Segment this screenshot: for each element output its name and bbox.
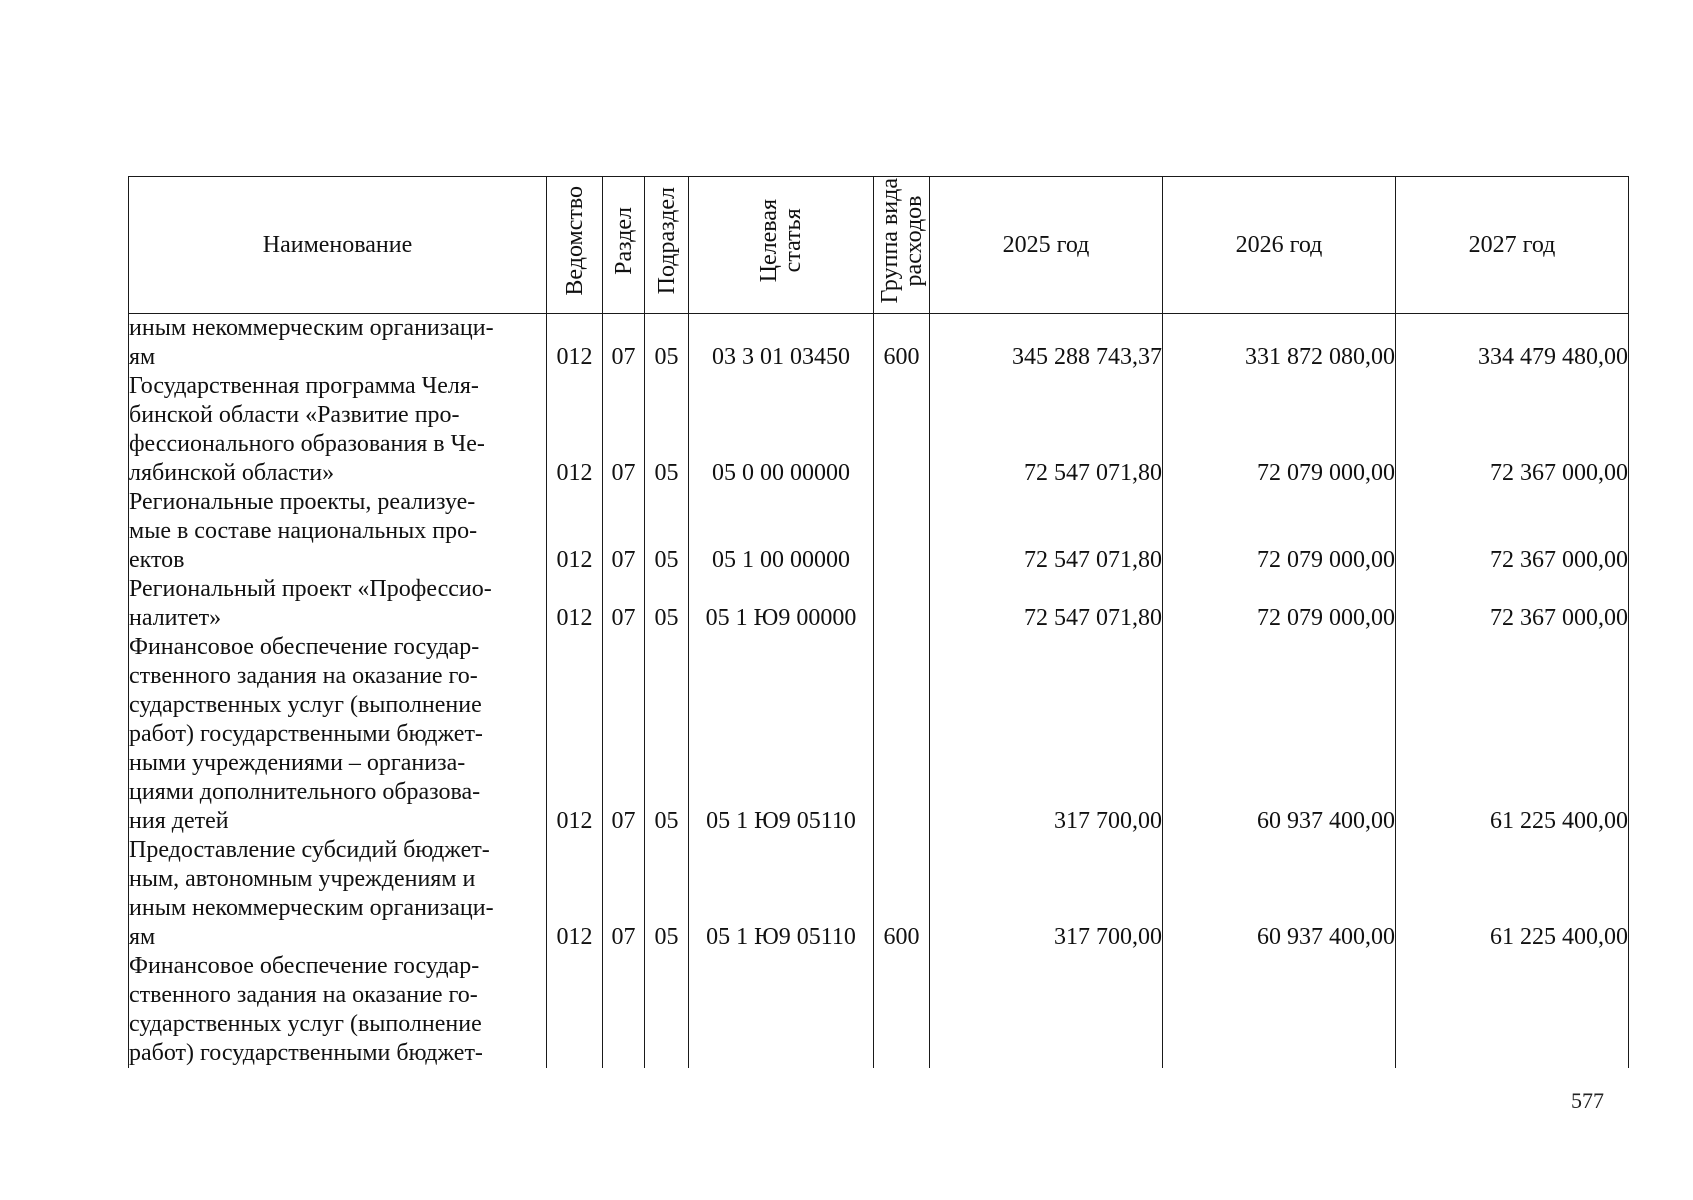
row-target-article: 05 1 Ю9 05110 (689, 633, 874, 836)
row-amount-2027: 72 367 000,00 (1396, 488, 1629, 575)
header-target-line2: статья (780, 209, 806, 273)
row-department: 012 (547, 836, 603, 952)
row-amount-2025: 72 547 071,80 (930, 372, 1163, 488)
row-subsection: 05 (645, 575, 689, 633)
row-amount-2026: 60 937 400,00 (1163, 633, 1396, 836)
row-name: Финансовое обеспечение государ- ственного задания на оказание го- сударственных услуг (выполнение работ) государственными бюджет- ными учреждениями – организа- циями дополнительного образова- ния детей (129, 633, 547, 836)
header-name: Наименование (129, 177, 547, 314)
table-row (129, 314, 1629, 373)
table-row (129, 575, 1629, 633)
budget-table (128, 176, 1629, 1068)
row-expense-group (874, 952, 930, 1068)
table-row (129, 488, 1629, 575)
header-target-article (689, 177, 874, 314)
row-department (547, 952, 603, 1068)
row-expense-group: 600 (874, 836, 930, 952)
row-expense-group: 600 (874, 314, 930, 373)
table-row-continued (129, 952, 1629, 1068)
row-amount-2027: 61 225 400,00 (1396, 836, 1629, 952)
row-subsection: 05 (645, 372, 689, 488)
row-target-article: 05 1 Ю9 00000 (689, 575, 874, 633)
page-number: 577 (1571, 1088, 1604, 1113)
row-amount-2025: 72 547 071,80 (930, 488, 1163, 575)
row-amount-2026 (1163, 952, 1396, 1068)
row-department: 012 (547, 488, 603, 575)
row-target-article: 03 3 01 03450 (689, 314, 874, 373)
row-amount-2025 (930, 952, 1163, 1068)
row-subsection (645, 952, 689, 1068)
header-department: Ведомство (547, 177, 603, 314)
row-subsection: 05 (645, 314, 689, 373)
row-expense-group (874, 372, 930, 488)
row-amount-2025: 345 288 743,37 (930, 314, 1163, 373)
row-subsection: 05 (645, 488, 689, 575)
row-amount-2027: 72 367 000,00 (1396, 372, 1629, 488)
row-amount-2026: 72 079 000,00 (1163, 575, 1396, 633)
row-target-article (689, 952, 874, 1068)
row-section: 07 (603, 575, 645, 633)
row-section: 07 (603, 372, 645, 488)
header-expense-line1: Группа вида (876, 178, 903, 304)
table-row (129, 372, 1629, 488)
row-target-article: 05 1 00 00000 (689, 488, 874, 575)
row-amount-2026: 60 937 400,00 (1163, 836, 1396, 952)
header-year-2026: 2026 год (1163, 177, 1396, 314)
header-expense-line2: расходов (900, 195, 927, 287)
row-amount-2026: 72 079 000,00 (1163, 488, 1396, 575)
row-amount-2027: 61 225 400,00 (1396, 633, 1629, 836)
row-amount-2027 (1396, 952, 1629, 1068)
row-amount-2025: 317 700,00 (930, 836, 1163, 952)
header-year-2025: 2025 год (930, 177, 1163, 314)
row-department: 012 (547, 372, 603, 488)
row-expense-group (874, 488, 930, 575)
row-section: 07 (603, 488, 645, 575)
row-department: 012 (547, 575, 603, 633)
table-row (129, 633, 1629, 836)
row-amount-2026: 331 872 080,00 (1163, 314, 1396, 373)
row-subsection: 05 (645, 633, 689, 836)
row-amount-2025: 317 700,00 (930, 633, 1163, 836)
header-section: Раздел (603, 177, 645, 314)
row-section (603, 952, 645, 1068)
row-expense-group (874, 633, 930, 836)
row-name: Региональный проект «Профессио- налитет» (129, 575, 547, 633)
row-department: 012 (547, 633, 603, 836)
row-expense-group (874, 575, 930, 633)
header-expense-group (874, 177, 930, 314)
row-name: иным некоммерческим организаци- ям (129, 314, 547, 373)
table-header-row (129, 177, 1629, 314)
row-name: Предоставление субсидий бюджет- ным, автономным учреждениям и иным некоммерческим организаци- ям (129, 836, 547, 952)
row-name: Региональные проекты, реализуе- мые в составе национальных про- ектов (129, 488, 547, 575)
row-amount-2025: 72 547 071,80 (930, 575, 1163, 633)
row-section: 07 (603, 314, 645, 373)
row-name: Финансовое обеспечение государ- ственного задания на оказание го- сударственных услуг (выполнение работ) государственными бюджет- (129, 952, 547, 1068)
header-target-line1: Целевая (756, 199, 782, 283)
header-year-2027: 2027 год (1396, 177, 1629, 314)
row-section: 07 (603, 633, 645, 836)
row-subsection: 05 (645, 836, 689, 952)
table-row (129, 836, 1629, 952)
row-amount-2026: 72 079 000,00 (1163, 372, 1396, 488)
row-name: Государственная программа Челя- бинской области «Развитие про- фессионального образования в Че- лябинской области» (129, 372, 547, 488)
row-target-article: 05 1 Ю9 05110 (689, 836, 874, 952)
row-amount-2027: 72 367 000,00 (1396, 575, 1629, 633)
row-section: 07 (603, 836, 645, 952)
row-amount-2027: 334 479 480,00 (1396, 314, 1629, 373)
row-target-article: 05 0 00 00000 (689, 372, 874, 488)
header-subsection: Подраздел (645, 177, 689, 314)
row-department: 012 (547, 314, 603, 373)
